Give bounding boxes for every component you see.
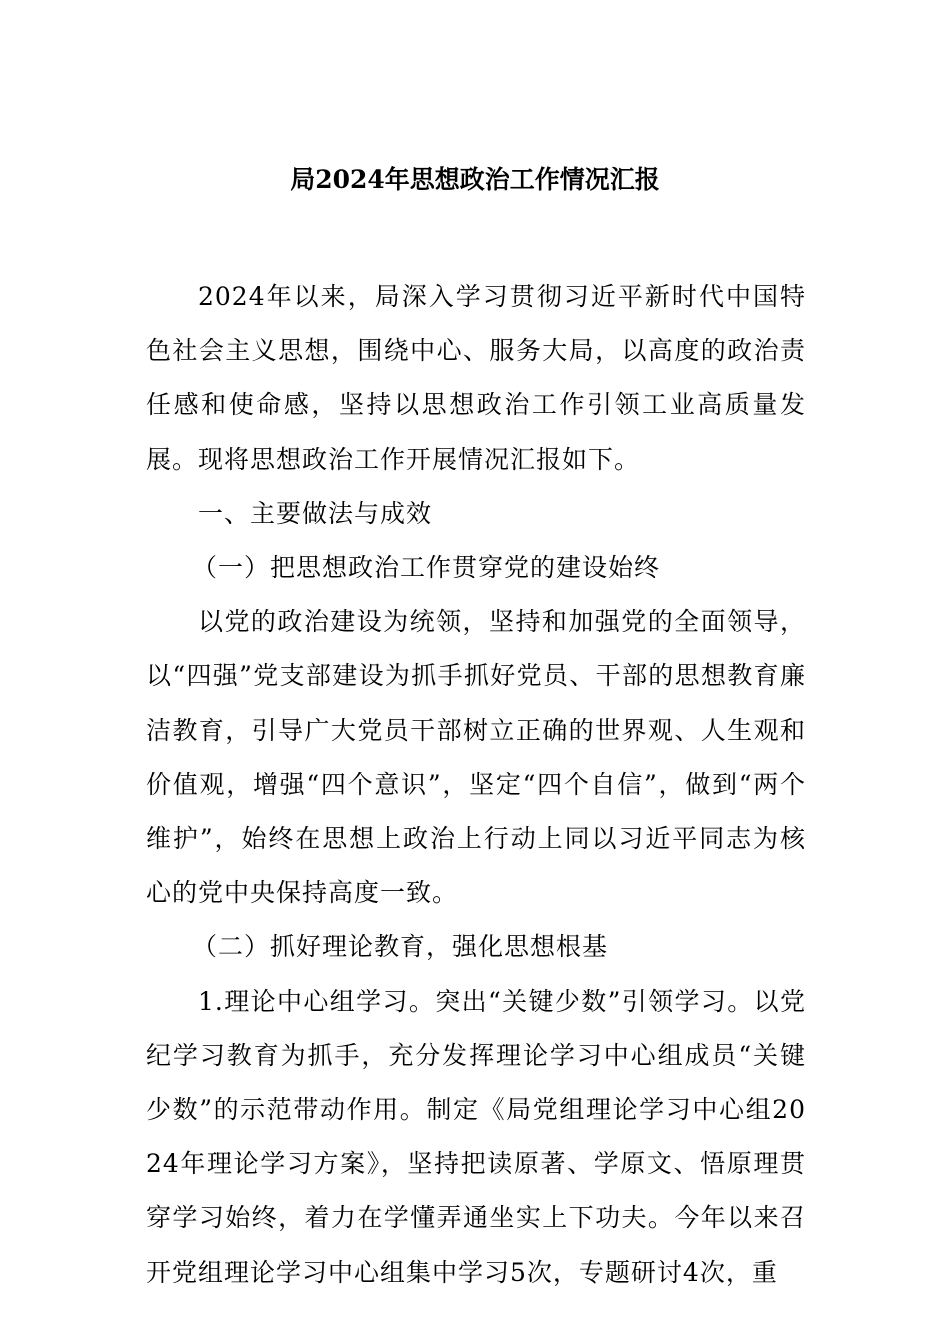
subsection-heading-2: （二）抓好理论教育，强化思想根基	[192, 932, 609, 962]
section-heading-1: 一、主要做法与成效	[198, 498, 433, 528]
subsection-heading-1: （一）把思想政治工作贯穿党的建设始终	[192, 553, 661, 583]
document-title: 局2024年思想政治工作情况汇报	[290, 165, 660, 194]
body-paragraph-1: 以党的政治建设为统领，坚持和加强党的全面领导，以“四强”党支部建设为抓手抓好党员、干部的思想教育廉洁教育，引导广大党员干部树立正确的世界观、人生观和价值观，增强“四个意识”，坚定“四个自信”，做到“两个维护”，始终在思想上政治上行动上同以习近平同志为核心的党中央保持高度一致。	[146, 607, 806, 908]
document-body	[146, 270, 806, 1300]
intro-paragraph: 2024年以来，局深入学习贯彻习近平新时代中国特色社会主义思想，围绕中心、服务大局，以高度的政治责任感和使命感，坚持以思想政治工作引领工业高质量发展。现将思想政治工作开展情况汇报如下。	[146, 282, 806, 474]
body-paragraph-2: 1.理论中心组学习。突出“关键少数”引领学习。以党纪学习教育为抓手，充分发挥理论学习中心组成员“关键少数”的示范带动作用。制定《局党组理论学习中心组2024年理论学习方案》，坚持把读原著、学原文、悟原理贯穿学习始终，着力在学懂弄通坐实上下功夫。今年以来召开党组理论学习中心组集中学习5次，专题研讨4次，重	[146, 986, 806, 1287]
